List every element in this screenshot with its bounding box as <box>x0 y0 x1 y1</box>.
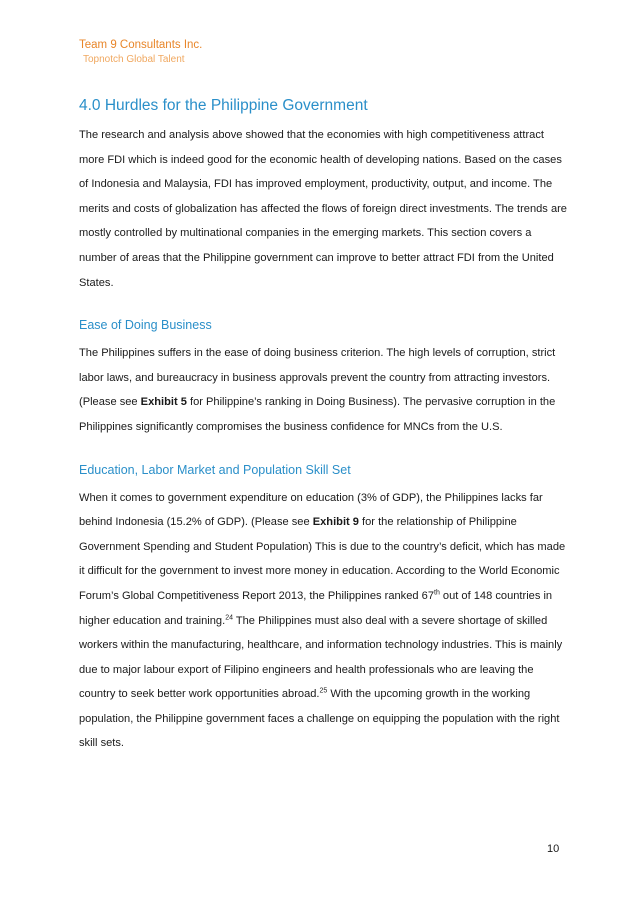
ordinal-suffix: th <box>434 589 440 597</box>
exhibit-5-reference: Exhibit 5 <box>140 396 187 409</box>
ease-text-2: for Philippine’s ranking in Doing Business). The pervasive corruption in the Philippines significantly compromises the business confidence for MNCs from the U.S. <box>79 396 556 433</box>
document-body <box>79 96 569 756</box>
company-name: Team 9 Consultants Inc. <box>79 39 203 51</box>
page-number: 10 <box>547 843 560 855</box>
education-text-1: When it comes to government expenditure on education (3% of GDP), the Philippines lacks far behind Indonesia (15.2% of GDP). (Please see <box>79 491 543 529</box>
ease-of-business-heading: Ease of Doing Business <box>79 318 212 333</box>
education-heading: Education, Labor Market and Population Skill Set <box>79 462 351 477</box>
ease-of-business-paragraph <box>79 341 569 439</box>
exhibit-9-reference: Exhibit 9 <box>312 516 359 529</box>
intro-paragraph: The research and analysis above showed that the economies with high competitiveness attract more FDI which is indeed good for the economic health of developing nations. Based on the cases of Indonesia and Malaysia, FDI has improved employment, productivity, output, and income. The merits and costs of globalization has affected the flows of foreign direct investments. The trends are mostly controlled by multinational companies in the emerging markets. This section covers a number of areas that the Philippine government can improve to better attract FDI from the United States. <box>79 129 567 289</box>
footnote-24: 24 <box>225 613 233 621</box>
education-text-4: The Philippines must also deal with a severe shortage of skilled workers within the manufacturing, healthcare, and information technology industries. This is mainly due to major labour export of Filipino engineers and health professionals who are leaving the country to seek better work opportunities abroad. <box>79 614 563 701</box>
section-title: 4.0 Hurdles for the Philippine Government <box>79 97 368 114</box>
education-paragraph <box>79 486 569 757</box>
education-text-5: With the upcoming growth in the working population, the Philippine government faces a challenge on equipping the population with the right skill sets. <box>79 688 560 750</box>
ease-text-1: The Philippines suffers in the ease of doing business criterion. The high levels of corruption, strict labor laws, and bureaucracy in business approvals prevent the country from attracting investors. (Please see <box>79 347 556 409</box>
company-tagline: Topnotch Global Talent <box>83 54 185 65</box>
education-text-3: out of 148 countries in higher education and training. <box>79 589 553 627</box>
page-header <box>79 38 202 66</box>
footnote-25: 25 <box>319 687 328 695</box>
education-text-2: for the relationship of Philippine Government Spending and Student Population) This is due to the country’s deficit, which has made it difficult for the government to invest more money in education. According to the World Economic Forum’s Global Competitiveness Report 2013, the Philippines ranked 67 <box>79 516 566 602</box>
